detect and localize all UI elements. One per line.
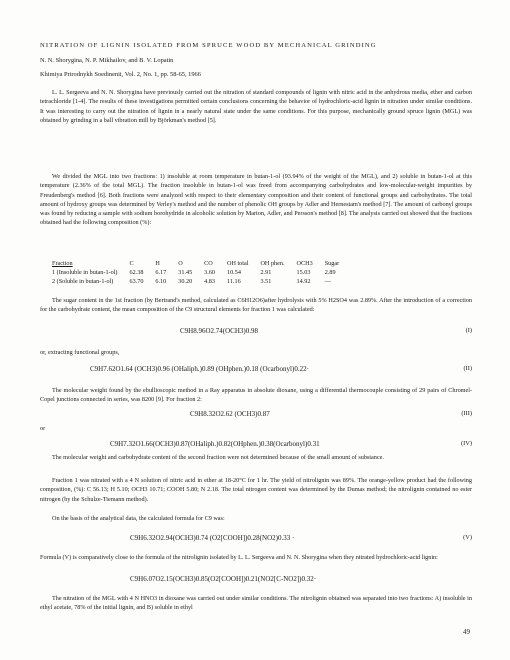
table-cell: 63.70 bbox=[129, 278, 144, 285]
composition-table bbox=[52, 260, 345, 287]
table-header: Sugar bbox=[324, 260, 340, 267]
table-cell: 6.17 bbox=[155, 269, 167, 276]
table-header: OH total bbox=[226, 260, 249, 267]
table-cell: 30.20 bbox=[178, 278, 193, 285]
page-number: 49 bbox=[463, 628, 470, 636]
source-citation: Khimiya Prirodnykh Soedinenii, Vol. 2, No. 1, pp. 58-65, 1966 bbox=[40, 71, 201, 78]
table-header: OH phen. bbox=[260, 260, 285, 267]
formula-5: C9H6.32O2.94(OCH3)0.74 (O2[COOH])0.28(NO2)0.33 · bbox=[130, 534, 295, 542]
table-cell: 3.60 bbox=[204, 269, 215, 276]
table-cell: 62.38 bbox=[129, 269, 144, 276]
formula-3: C9H8.32O2.62 (OCH3)0.87 bbox=[190, 410, 270, 418]
equation-number-5: (V) bbox=[463, 534, 472, 541]
table-header: CO bbox=[204, 260, 213, 267]
table-row bbox=[52, 278, 345, 287]
table-header: O bbox=[178, 260, 183, 267]
table-cell: — bbox=[324, 278, 331, 285]
table-header-row bbox=[52, 260, 345, 269]
formula-1: C9H8.96O2.74(OCH3)0.98 bbox=[180, 327, 258, 335]
table-header: H bbox=[155, 260, 160, 267]
table-cell: 1 (Insoluble in butan-1-ol) bbox=[52, 269, 118, 276]
table-cell: 11.16 bbox=[226, 278, 241, 285]
table-cell: 4.83 bbox=[204, 278, 215, 285]
table-cell: 31.45 bbox=[178, 269, 193, 276]
equation-number-2: (II) bbox=[463, 365, 472, 372]
paragraph-8: Fraction 1 was nitrated with a 4 N solution of nitric acid in ether at 18-20°C for 1 hr. The yield of nitrolignin was 89%. The orange-yellow product had the following composition, (%): C 56.13; H 5.10; OCH3 10.71; COOH 5.80; N 2.18. The total nitrogen content was determined by the Dumas method; the nitrolignin contained no ester nitrogen (by the Schulze-Tiemann method). bbox=[40, 477, 472, 503]
table-header: OCH3 bbox=[296, 260, 313, 267]
table-cell: 2.89 bbox=[324, 269, 336, 276]
equation-number-3: (III) bbox=[461, 410, 472, 417]
table-header: C bbox=[129, 260, 134, 267]
table-cell: 10.54 bbox=[226, 269, 241, 276]
table-cell: 14.92 bbox=[296, 278, 311, 285]
table-cell: 3.51 bbox=[260, 278, 272, 285]
formula-6: C9H6.07O2.15(OCH3)0.85(O2[COOH])0.21(NO2[C-NO2])0.32· bbox=[130, 575, 317, 583]
table-cell: 2 (Soluble in butan-1-ol) bbox=[52, 278, 114, 285]
paragraph-9: On the basis of the analytical data, the calculated formula for C9 was: bbox=[52, 515, 225, 522]
paragraph-1: L. L. Sergeeva and N. N. Shorygina have previously carried out the nitration of standard compounds of lignin with nitric acid in the anhydrous media, ether and carbon tetrachloride [1-4]. The results of these investigations permitted certain conclusions concerning the behavior of hydrochloric-acid lignin in nitration under similar conditions. It was interesting to carry out the nitration of lignin in a nearly natural state under the same conditions. For this purpose, mechanically ground spruce lignin (MGL) was obtained by grinding in a ball vibration mill by Björkman's method [5]. bbox=[40, 89, 472, 124]
table-cell: 2.91 bbox=[260, 269, 272, 276]
paragraph-10: Formula (V) is comparatively close to the formula of the nitrolignin isolated by L. L. Sergeeva and N. N. Shorygina when they nitrated hydrochloric-acid lignin: bbox=[40, 554, 438, 561]
paragraph-11: The nitration of the MGL with 4 N HNO3 in dioxane was carried out under similar conditions. The nitrolignin obtained was separated into two fractions: A) insoluble in ethyl acetate, 78% of the initial lignin, and B) soluble in ethyl bbox=[40, 595, 472, 612]
authors: N. N. Shorygina, N. P. Mikhailov, and B. V. Lopatin bbox=[40, 57, 174, 64]
formula-4: C9H7.32O1.66(OCH3)0.87(OHaliph.)0.82(OHphen.)0.38(Ocarbonyl)0.31 bbox=[110, 440, 320, 448]
table-header: Fraction bbox=[52, 260, 73, 267]
paragraph-4: or, extracting functional groups, bbox=[40, 349, 120, 356]
table-row bbox=[52, 269, 345, 278]
article-title: NITRATION OF LIGNIN ISOLATED FROM SPRUCE WOOD BY MECHANICAL GRINDING bbox=[40, 42, 377, 49]
formula-2: C9H7.62O1.64 (OCH3)0.96 (OHaliph.)0.89 (OHphen.)0.18 (Ocarbonyl)0.22· bbox=[90, 365, 309, 373]
paragraph-7: The molecular weight and carbohydrate content of the second fraction were not determined because of the small amount of substance. bbox=[52, 454, 384, 461]
paragraph-3: The sugar content in the 1st fraction (by Bertrand's method, calculated as C6H12O6)after hydrolysis with 5% H2SO4 was 2.89%. After the introduction of a correction for the carbohydrate content, the mean composition of the C9 structural elements for fraction 1 was calculated: bbox=[40, 297, 472, 314]
paragraph-5: The molecular weight found by the ebullioscopic method in a Ray apparatus in absolute dioxane, using a differential thermocouple consisting of 29 pairs of Chromel-Copel junctions connected in series, was 8200 [9]. For fraction 2: bbox=[40, 387, 472, 404]
equation-number-4: (IV) bbox=[461, 440, 472, 447]
paragraph-6: or bbox=[40, 425, 46, 432]
paragraph-2: We divided the MGL into two fractions: 1) insoluble at room temperature in butan-1-ol (93.94% of the weight of the MGL), and 2) soluble in butan-1-ol at this temperature (2.36% of the total MGL). The fraction insoluble in butan-1-ol was freed from accompanying carbohydrates and low-molecular-weight impurities by Freudenberg's method [6]. Both fractions were analyzed with respect to their elementary composition and their content of functional groups and carbohydrates. The total amount of hydroxy groups was determined by Verley's method and the number of phenolic OH groups by Adler and Hernestam's method [7]. The amount of carbonyl groups was found by reducing a sample with sodium borohydride in alcoholic solution by Marton, Adler, and Persson's method [8]. The analysis carried out showed that the fractions obtained had the following composition (%): bbox=[40, 173, 472, 227]
equation-number-1: (I) bbox=[465, 327, 472, 334]
table-cell: 6.10 bbox=[155, 278, 167, 285]
table-cell: 15.03 bbox=[296, 269, 311, 276]
